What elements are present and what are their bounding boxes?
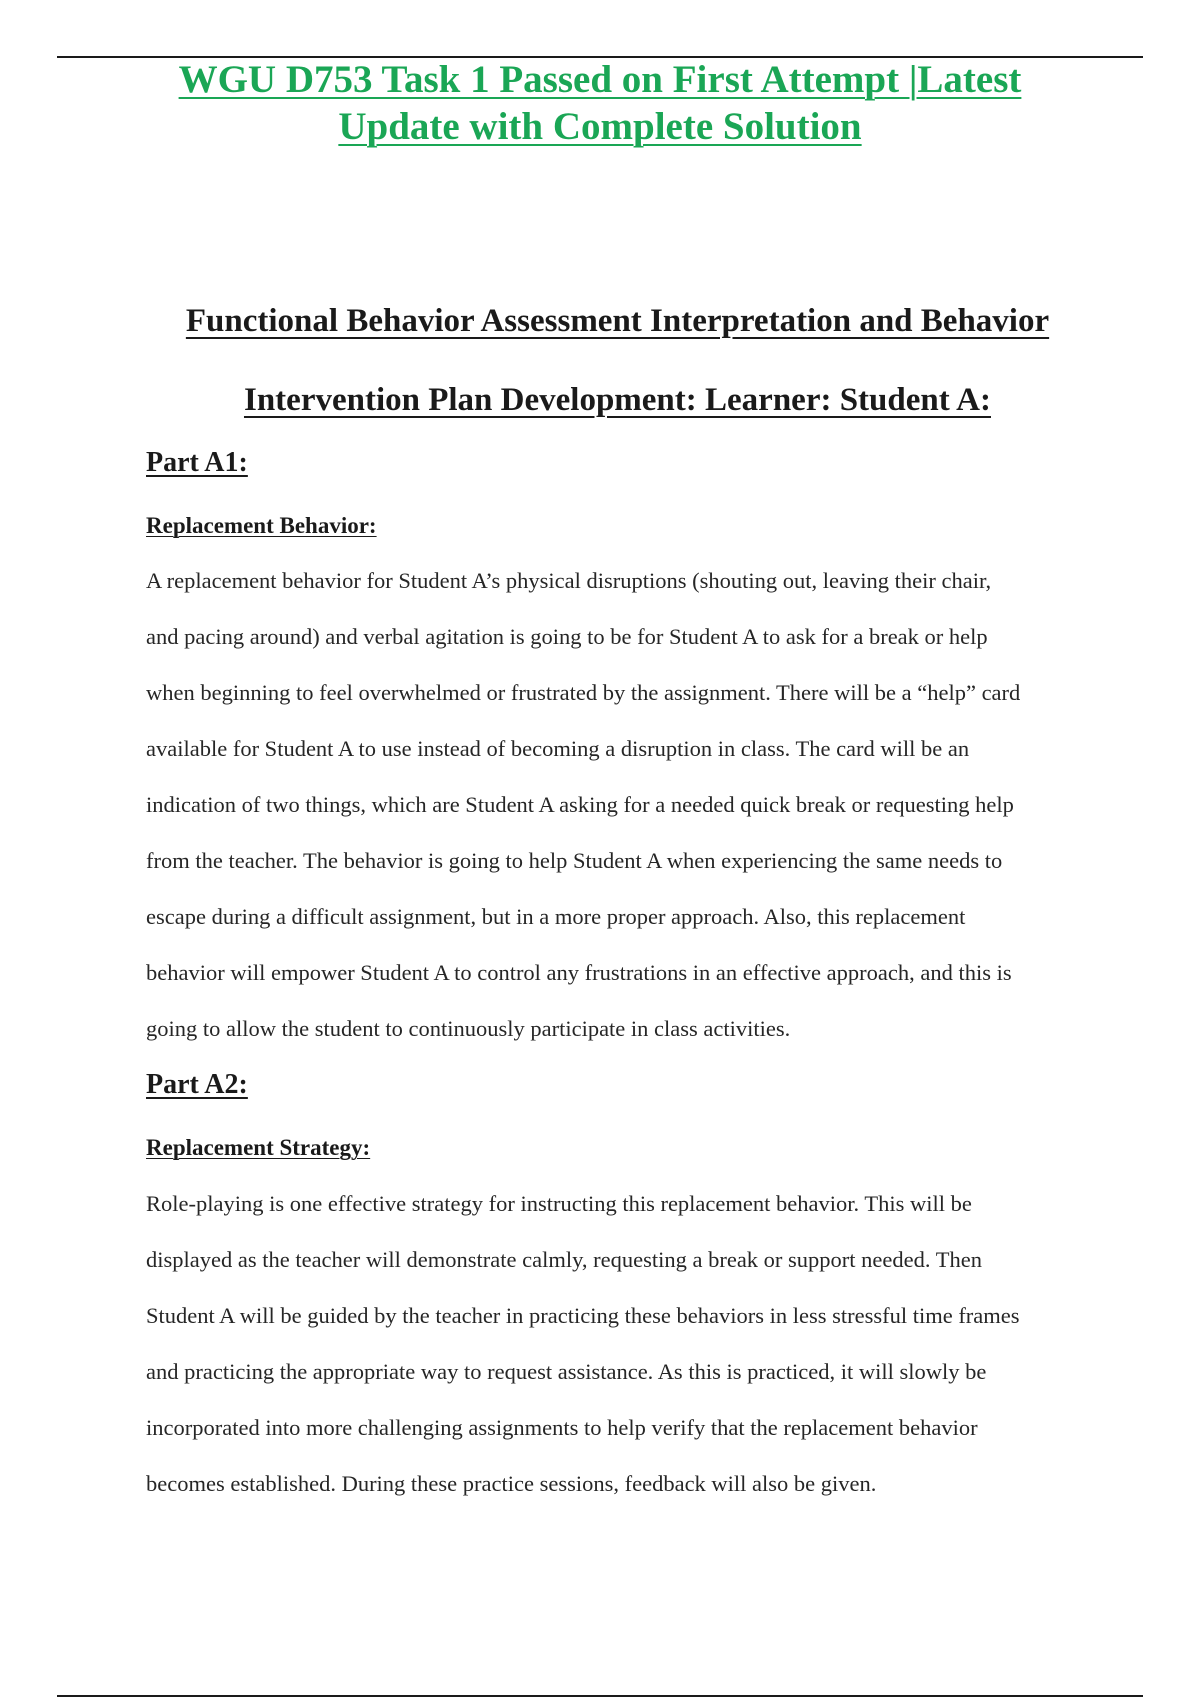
paragraph-line: behavior will empower Student A to control any frustrations in an effective approach, and this is [146, 960, 1012, 985]
replacement-behavior-subheading: Replacement Behavior: [146, 513, 377, 538]
paragraph-line: displayed as the teacher will demonstrate calmly, requesting a break or support needed. Then [146, 1247, 982, 1272]
replacement-strategy-subheading: Replacement Strategy: [146, 1135, 371, 1160]
paragraph-line: A replacement behavior for Student A’s physical disruptions (shouting out, leaving their chair, [146, 568, 992, 593]
paragraph-line: Student A will be guided by the teacher in practicing these behaviors in less stressful time frames [146, 1303, 1020, 1328]
part-a1-heading: Part A1: [146, 447, 248, 478]
title-line-2: Intervention Plan Development: Learner: Student A: [243, 382, 991, 418]
replacement-strategy-paragraph [146, 1176, 1091, 1512]
bottom-rule [57, 1695, 1143, 1697]
title-line-1: Functional Behavior Assessment Interpretation and Behavior [185, 303, 1050, 339]
paragraph-line: from the teacher. The behavior is going to help Student A when experiencing the same needs to [146, 848, 1003, 873]
paragraph-line: available for Student A to use instead of becoming a disruption in class. The card will be an [146, 736, 970, 761]
paragraph-line: and practicing the appropriate way to request assistance. As this is practiced, it will slowly be [146, 1359, 987, 1384]
replacement-behavior-paragraph [146, 553, 1091, 1057]
document-banner[interactable] [57, 56, 1143, 150]
paragraph-line: when beginning to feel overwhelmed or frustrated by the assignment. There will be a “help” card [146, 680, 1021, 705]
paragraph-line: Role-playing is one effective strategy for instructing this replacement behavior. This will be [146, 1191, 972, 1216]
banner-line-2[interactable]: Update with Complete Solution [338, 105, 862, 148]
paragraph-line: and pacing around) and verbal agitation is going to be for Student A to ask for a break or help [146, 624, 988, 649]
paragraph-line: becomes established. During these practice sessions, feedback will also be given. [146, 1471, 877, 1496]
paragraph-line: escape during a difficult assignment, but in a more proper approach. Also, this replacement [146, 904, 966, 929]
paragraph-line: incorporated into more challenging assignments to help verify that the replacement behavior [146, 1415, 978, 1440]
part-a2-heading: Part A2: [146, 1069, 248, 1100]
paragraph-line: indication of two things, which are Student A asking for a needed quick break or requesting help [146, 792, 1014, 817]
banner-line-1[interactable]: WGU D753 Task 1 Passed on First Attempt |Latest [178, 58, 1022, 101]
page-title [100, 282, 1135, 440]
paragraph-line: going to allow the student to continuously participate in class activities. [146, 1016, 791, 1041]
